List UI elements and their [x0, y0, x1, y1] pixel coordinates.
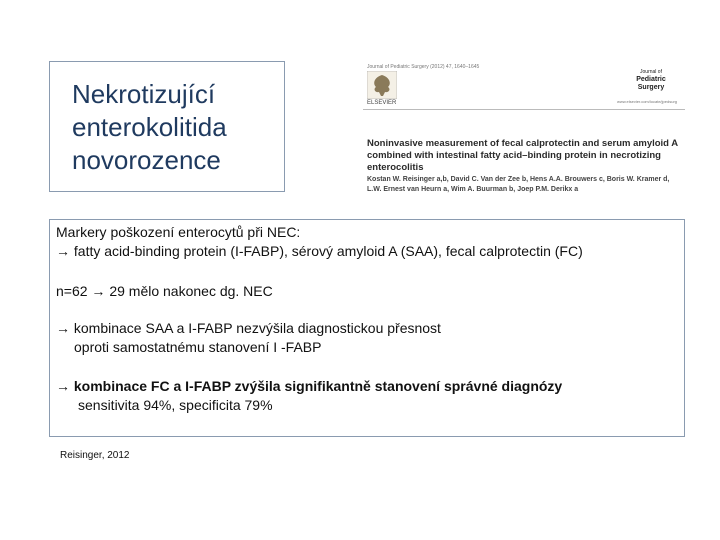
- journal-name-line1: Pediatric: [636, 76, 666, 83]
- journal-url: www.elsevier.com/locate/jpedsurg: [616, 99, 677, 104]
- slide-title: Nekrotizující enterokolitida novorozence: [72, 79, 227, 175]
- journal-name-line2: Surgery: [637, 84, 665, 91]
- content-line-sens-spec: sensitivita 94%, specificita 79%: [78, 397, 273, 413]
- paper-header: [363, 61, 685, 110]
- paper-title: Noninvasive measurement of fecal calprotectin and serum amyloid A combined with intestinal fatty acid–binding protein in necrotizing enterocolitis: [367, 138, 678, 173]
- journal-title-box: [625, 68, 677, 92]
- citation: Reisinger, 2012: [60, 450, 130, 461]
- content-box: [49, 219, 685, 437]
- paper-authors: Kostan W. Reisinger a,b, David C. Van der Zee b, Hens A.A. Brouwers c, Boris W. Kramer d, L.W. Ernest van Heurn a, Wim A. Buurman b, Joep P.M. Derikx a: [367, 176, 670, 193]
- content-line-sample: n=62 → 29 mělo nakonec dg. NEC: [56, 283, 273, 299]
- content-line-saa-result-cont: oproti samostatnému stanovení I -FABP: [74, 339, 322, 355]
- content-line-proteins: → fatty acid-binding protein (I-FABP), sérový amyloid A (SAA), fecal calprotectin (FC): [56, 243, 583, 259]
- paper-thumbnail: [363, 61, 685, 211]
- content-line-markers: Markery poškození enterocytů při NEC:: [56, 224, 301, 240]
- content-line-fc-result: → kombinace FC a I-FABP zvýšila signifikantně stanovení správné diagnózy: [56, 378, 563, 394]
- journal-label: Journal of: [640, 69, 662, 75]
- title-box: [49, 61, 285, 192]
- journal-reference: Journal of Pediatric Surgery (2012) 47, 1640–1645: [367, 64, 480, 70]
- elsevier-tree-icon: [367, 71, 397, 99]
- content-line-saa-result: → kombinace SAA a I-FABP nezvýšila diagnostickou přesnost: [56, 320, 441, 336]
- publisher-name: ELSEVIER: [367, 100, 397, 106]
